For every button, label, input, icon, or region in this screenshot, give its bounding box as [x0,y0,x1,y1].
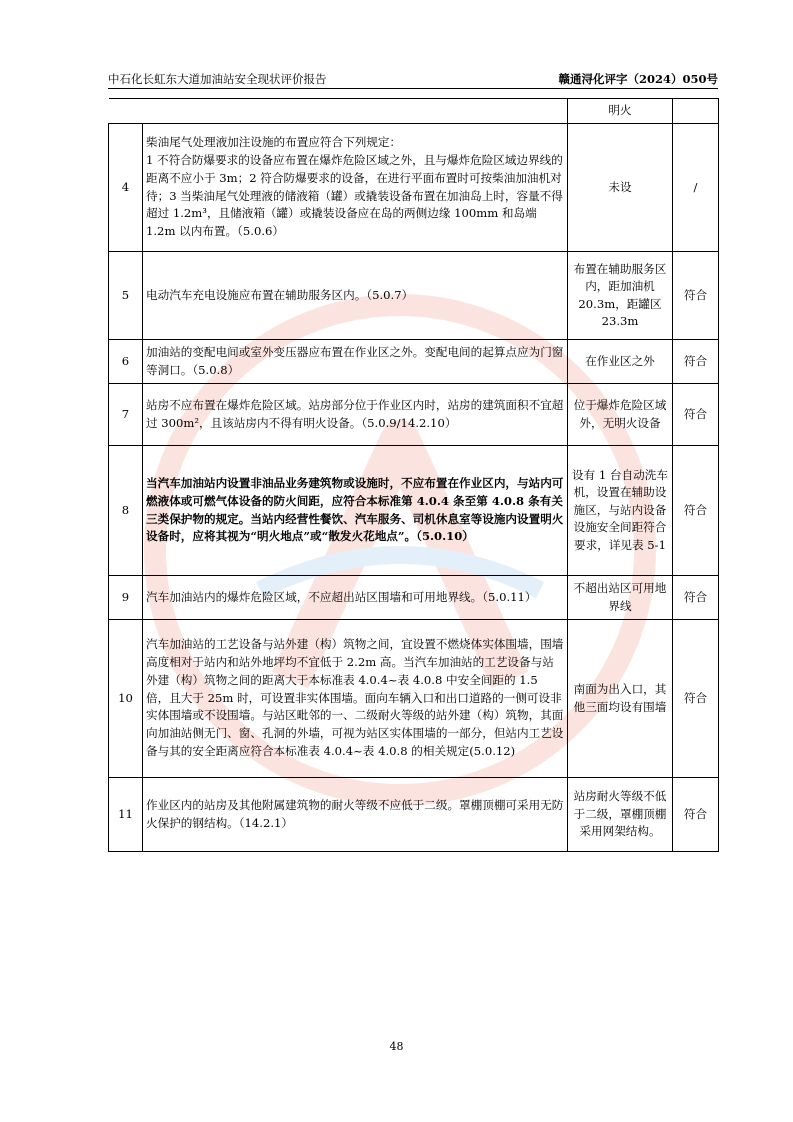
actual-status: 未设 [568,124,673,252]
row-number: 11 [109,778,143,852]
row-number: 6 [109,340,143,384]
evaluation-table [108,98,719,852]
actual-status: 南面为出入口，其他三面均设有围墙 [568,620,673,778]
requirement-text: 汽车加油站内的爆炸危险区域，不应超出站区围墙和可用地界线。（5.0.11） [143,576,568,620]
evaluation-result: / [673,124,719,252]
row-number: 8 [109,446,143,576]
table-row [109,576,719,620]
page-header [108,68,718,88]
row-number: 9 [109,576,143,620]
table-row [109,620,719,778]
evaluation-result: 符合 [673,620,719,778]
actual-status: 设有 1 台自动洗车机，设置在辅助设施区，与站内设备设施安全间距符合要求，详见表 5-1 [568,446,673,576]
actual-status: 站房耐火等级不低于二级，罩棚顶棚采用网架结构。 [568,778,673,852]
evaluation-result: 符合 [673,778,719,852]
evaluation-result: 符合 [673,384,719,446]
requirement-text: 汽车加油站的工艺设备与站外建（构）筑物之间，宜设置不燃烧体实体围墙，围墙高度相对于站内和站外地坪均不宜低于 2.2m 高。当汽车加油站的工艺设备与站外建（构）筑物之间的距离大于本标准表 4.0.4~表 4.0.8 中安全间距的 1.5 倍，且大于 25m 时，可设置非实体围墙。面向车辆入口和出口道路的一侧可设非实体围墙或不设围墙。与站区毗邻的一、二级耐火等级的站外建（构）筑物，其面向加油站侧无门、窗、孔洞的外墙，可视为站区实体围墙的一部分，但站内工艺设备与其的安全距离应符合本标准表 4.0.4~表 4.0.8 的相关规定(5.0.12) [143,620,568,778]
table-row [109,446,719,576]
table-row [109,252,719,340]
table-row [109,384,719,446]
evaluation-result: 符合 [673,446,719,576]
report-number: 赣通浔化评字（2024）050号 [558,72,718,86]
requirement-text: 站房不应布置在爆炸危险区域。站房部分位于作业区内时，站房的建筑面积不宜超过 300m²，且该站房内不得有明火设备。（5.0.9/14.2.10） [143,384,568,446]
requirement-text: 作业区内的站房及其他附属建筑物的耐火等级不应低于二级。罩棚顶棚可采用无防火保护的钢结构。（14.2.1） [143,778,568,852]
report-title: 中石化长虹东大道加油站安全现状评价报告 [108,72,327,86]
requirement-text: 加油站的变配电间或室外变压器应布置在作业区之外。变配电间的起算点应为门窗等洞口。（5.0.8） [143,340,568,384]
row-number: 4 [109,124,143,252]
requirement-text: 电动汽车充电设施应布置在辅助服务区内。（5.0.7） [143,252,568,340]
table-row [109,778,719,852]
evaluation-result: 符合 [673,252,719,340]
evaluation-result: 符合 [673,576,719,620]
table-row [109,124,719,252]
header-rule [108,88,718,89]
table-row [109,340,719,384]
requirement-text: 柴油尾气处理液加注设施的布置应符合下列规定： 1 不符合防爆要求的设备应布置在爆炸危险区域之外，且与爆炸危险区域边界线的距离不应小于 3m；2 符合防爆要求的设备，在进行平面布置时可按柴油加油机对待；3 当柴油尾气处理液的储液箱（罐）或撬装设备布置在加油岛上时，容量不得超过 1.2m³，且储液箱（罐）或撬装设备应在岛的两侧边缘 100mm 和岛端 1.2m 以内布置。（5.0.6） [143,124,568,252]
actual-status: 不超出站区可用地界线 [568,576,673,620]
actual-status: 布置在辅助服务区内，距加油机 20.3m，距罐区 23.3m [568,252,673,340]
page-number: 48 [389,1040,404,1053]
actual-status: 在作业区之外 [568,340,673,384]
status-cell: 明火 [568,99,673,124]
row-number: 7 [109,384,143,446]
row-number: 10 [109,620,143,778]
table-row [109,99,719,124]
row-number: 5 [109,252,143,340]
actual-status: 位于爆炸危险区域外，无明火设备 [568,384,673,446]
evaluation-result: 符合 [673,340,719,384]
requirement-text: 当汽车加油站内设置非油品业务建筑物或设施时，不应布置在作业区内，与站内可燃液体或可燃气体设备的防火间距，应符合本标准第 4.0.4 条至第 4.0.8 条有关三类保护物的规定。当站内经营性餐饮、汽车服务、司机休息室等设施内设置明火设备时，应将其视为“明火地点”或“散发火花地点”。（5.0.10） [143,446,568,576]
